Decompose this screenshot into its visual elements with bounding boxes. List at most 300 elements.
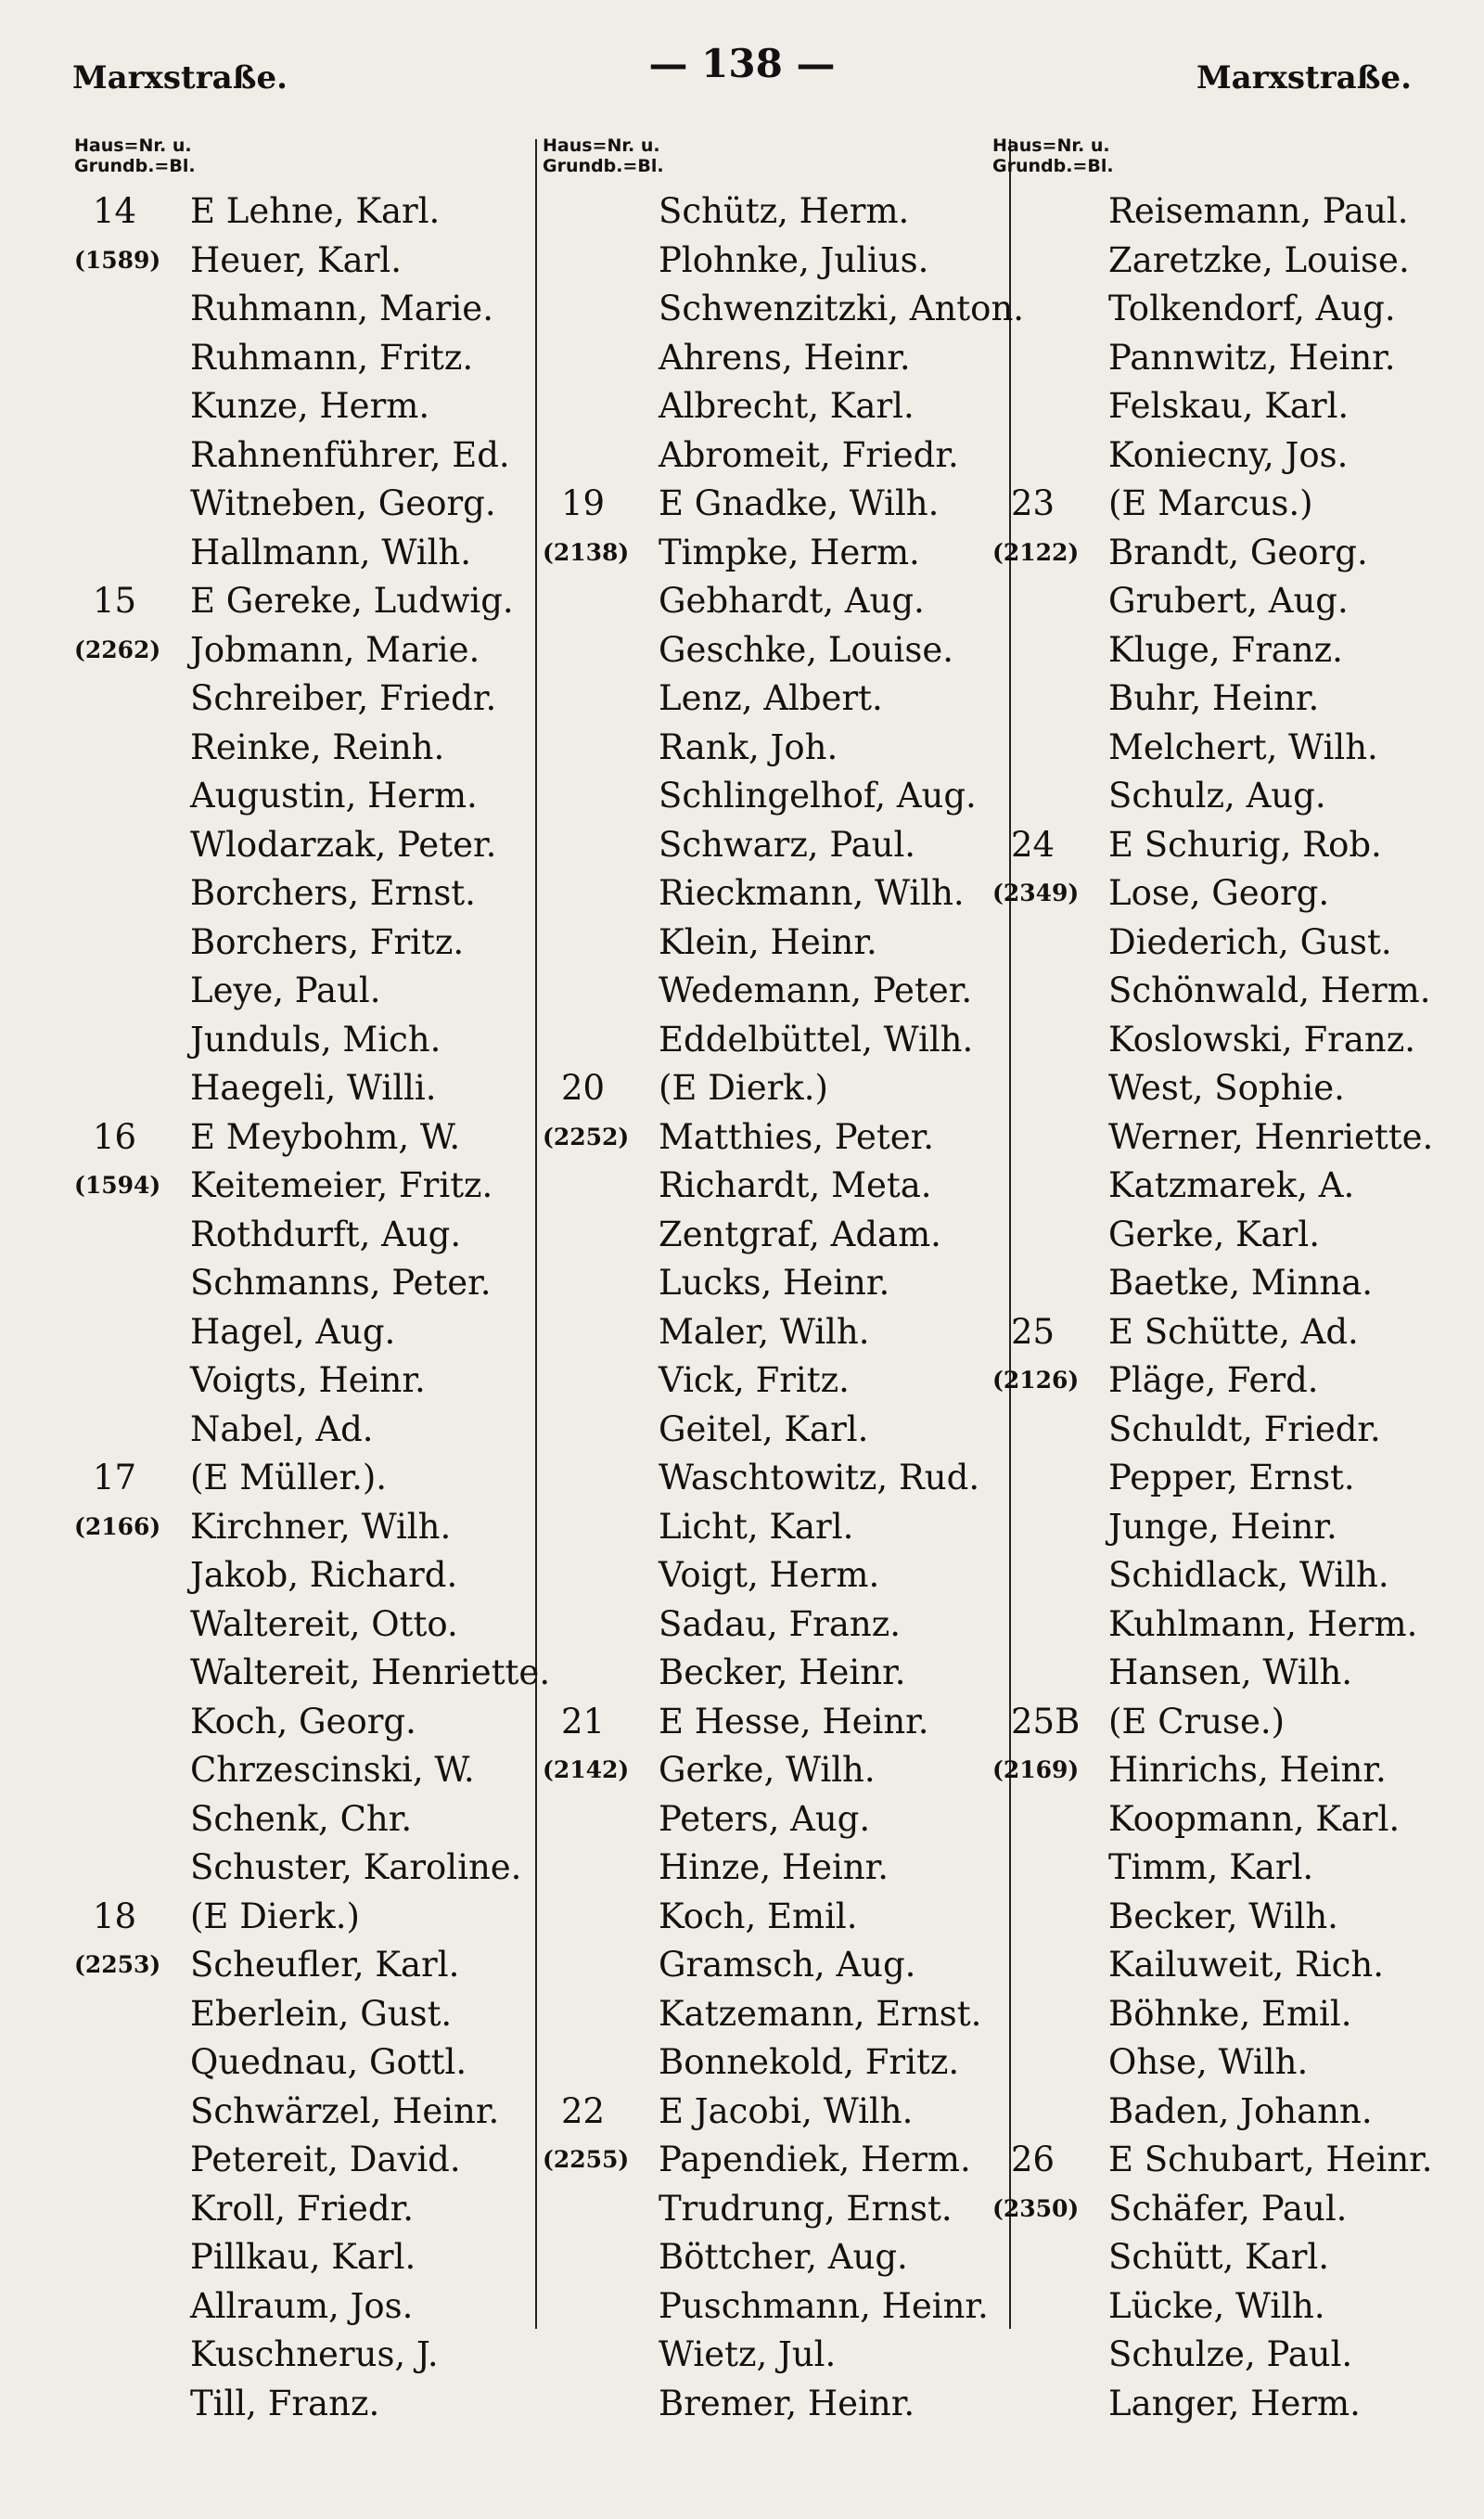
resident-name: Borchers, Ernst.: [190, 873, 476, 913]
resident-name: Puschmann, Heinr.: [659, 2285, 989, 2326]
list-item: [543, 577, 983, 626]
running-head-right: Marxstraße.: [1196, 59, 1412, 96]
list-item: [543, 1990, 983, 2039]
resident-name: Becker, Wilh.: [1108, 1896, 1338, 1936]
column-header-line1: Haus=Nr. u.: [543, 135, 660, 156]
resident-name: E Gnadke, Wilh.: [659, 483, 940, 523]
resident-name: Peters, Aug.: [659, 1798, 871, 1839]
list-item: [992, 772, 1456, 821]
list-item: [543, 1746, 983, 1795]
land-register-number: (1589): [74, 246, 161, 274]
house-number: 18: [93, 1896, 137, 1936]
column-header: [543, 135, 983, 187]
land-register-number: (1594): [74, 1172, 161, 1199]
list-item: [543, 1162, 983, 1211]
resident-name: Rahnenführer, Ed.: [190, 434, 510, 475]
list-item: [992, 1649, 1456, 1698]
resident-name: E Schubart, Heinr.: [1108, 2140, 1433, 2179]
list-item: [74, 1893, 533, 1942]
resident-name: Schreiber, Friedr.: [190, 678, 497, 718]
resident-name: Hinrichs, Heinr.: [1108, 1750, 1387, 1790]
list-item: [74, 237, 533, 286]
list-item: [543, 821, 983, 870]
resident-name: Schütz, Herm.: [659, 191, 910, 231]
resident-name: Plohnke, Julius.: [659, 239, 929, 280]
column-1: [74, 135, 551, 2428]
list-item: [74, 1406, 533, 1455]
resident-name: (E Marcus.): [1108, 483, 1313, 523]
list-item: [543, 2038, 983, 2088]
list-item: [74, 1990, 533, 2039]
list-item: [992, 1503, 1456, 1552]
list-item: [992, 2185, 1456, 2234]
resident-name: Kuschnerus, J.: [190, 2334, 439, 2374]
resident-name: Pannwitz, Heinr.: [1108, 337, 1396, 378]
list-item: [543, 431, 983, 481]
list-item: [543, 1649, 983, 1698]
list-item: [992, 187, 1456, 237]
resident-name: E Hesse, Heinr.: [659, 1701, 929, 1741]
resident-name: E Gereke, Ludwig.: [190, 581, 514, 621]
list-item: [992, 1064, 1456, 1113]
list-item: [74, 2380, 533, 2429]
resident-name: E Lehne, Karl.: [190, 191, 441, 231]
list-item: [992, 1698, 1456, 1747]
list-item: [543, 1893, 983, 1942]
list-item: [74, 2088, 533, 2137]
list-item: [543, 1356, 983, 1406]
resident-name: Schulze, Paul.: [1108, 2334, 1353, 2374]
list-item: [992, 626, 1456, 675]
land-register-number: (2142): [543, 1756, 630, 1783]
resident-name: Schönwald, Herm.: [1108, 970, 1431, 1010]
list-item: [543, 187, 983, 237]
list-item: [992, 1113, 1456, 1163]
resident-name: Schütt, Karl.: [1108, 2237, 1329, 2277]
column-2: [543, 135, 1025, 2428]
list-item: [992, 237, 1456, 286]
list-item: [543, 2380, 983, 2429]
list-item: [992, 1551, 1456, 1600]
list-item: [543, 2331, 983, 2380]
list-item: [74, 1308, 533, 1357]
list-item: [992, 1308, 1456, 1357]
list-item: [543, 1064, 983, 1113]
resident-name: Gebhardt, Aug.: [659, 581, 925, 621]
resident-name: Koopmann, Karl.: [1108, 1798, 1401, 1839]
resident-name: Waltereit, Henriette.: [190, 1652, 551, 1692]
resident-name: Langer, Herm.: [1108, 2383, 1361, 2423]
resident-name: Schmanns, Peter.: [190, 1263, 492, 1303]
list-item: [992, 1454, 1456, 1503]
resident-name: Wietz, Jul.: [659, 2334, 837, 2374]
list-item: [992, 1211, 1456, 1260]
list-item: [74, 1064, 533, 1113]
resident-name: Hinze, Heinr.: [659, 1847, 889, 1887]
list-item: [992, 2233, 1456, 2282]
resident-name: E Jacobi, Wilh.: [659, 2090, 914, 2131]
resident-name: Jobmann, Marie.: [190, 629, 480, 670]
column-header-line1: Haus=Nr. u.: [992, 135, 1110, 156]
resident-name: Gramsch, Aug.: [659, 1945, 916, 1985]
column-header: [992, 135, 1456, 187]
resident-name: Licht, Karl.: [659, 1506, 854, 1547]
resident-name: (E Dierk.): [190, 1896, 360, 1936]
resident-name: Eddelbüttel, Wilh.: [659, 1019, 974, 1060]
resident-name: Lucks, Heinr.: [659, 1263, 890, 1303]
land-register-number: (2262): [74, 636, 161, 663]
land-register-number: (2126): [992, 1367, 1080, 1394]
list-item: [543, 334, 983, 383]
list-item: [992, 577, 1456, 626]
resident-name: Melchert, Wilh.: [1108, 726, 1378, 767]
resident-name: Schäfer, Paul.: [1108, 2188, 1348, 2229]
running-head-left: Marxstraße.: [72, 59, 288, 96]
list-item: [543, 1016, 983, 1065]
land-register-number: (2253): [74, 1951, 161, 1978]
list-item: [74, 1746, 533, 1795]
list-item: [543, 1113, 983, 1163]
list-item: [992, 869, 1456, 919]
house-number: 14: [93, 191, 137, 231]
resident-name: E Meybohm, W.: [190, 1116, 461, 1157]
list-item: [74, 2038, 533, 2088]
resident-name: Lücke, Wilh.: [1108, 2285, 1325, 2326]
house-number: 20: [561, 1068, 606, 1108]
resident-name: (E Cruse.): [1108, 1701, 1286, 1741]
resident-name: Leye, Paul.: [190, 970, 381, 1010]
list-item: [74, 382, 533, 431]
resident-name: Witneben, Georg.: [190, 483, 496, 523]
list-item: [74, 1113, 533, 1163]
resident-name: Chrzescinski, W.: [190, 1750, 475, 1790]
resident-name: Schwenzitzki, Anton.: [659, 289, 1025, 328]
list-item: [74, 919, 533, 968]
list-item: [543, 2233, 983, 2282]
resident-name: Voigt, Herm.: [659, 1555, 880, 1595]
list-item: [74, 2233, 533, 2282]
resident-name: Hagel, Aug.: [190, 1311, 396, 1352]
resident-name: Buhr, Heinr.: [1108, 678, 1320, 718]
resident-name: Böttcher, Aug.: [659, 2237, 908, 2277]
list-item: [543, 1600, 983, 1650]
resident-name: Maler, Wilh.: [659, 1311, 870, 1352]
list-item: [992, 1795, 1456, 1844]
resident-name: Zentgraf, Adam.: [659, 1214, 941, 1254]
list-item: [74, 1356, 533, 1406]
resident-name: Katzmarek, A.: [1108, 1165, 1355, 1205]
land-register-number: (2350): [992, 2194, 1080, 2222]
list-item: [992, 2331, 1456, 2380]
list-item: [74, 772, 533, 821]
resident-name: Werner, Henriette.: [1108, 1116, 1434, 1157]
resident-name: Koniecny, Jos.: [1108, 434, 1349, 475]
resident-name: Lenz, Albert.: [659, 678, 883, 718]
list-item: [543, 1503, 983, 1552]
resident-name: Geschke, Louise.: [659, 629, 953, 670]
resident-name: West, Sophie.: [1108, 1068, 1345, 1108]
resident-name: Koslowski, Franz.: [1108, 1019, 1415, 1060]
entry-list: [992, 187, 1456, 2428]
resident-name: Heuer, Karl.: [190, 239, 403, 280]
list-item: [992, 529, 1456, 578]
resident-name: Richardt, Meta.: [659, 1165, 932, 1205]
resident-name: Keitemeier, Fritz.: [190, 1165, 493, 1205]
resident-name: Bremer, Heinr.: [659, 2383, 915, 2423]
list-item: [992, 2136, 1456, 2185]
list-item: [74, 431, 533, 481]
list-item: [74, 1551, 533, 1600]
list-item: [543, 2136, 983, 2185]
entry-list: [543, 187, 1025, 2428]
list-item: [74, 1259, 533, 1308]
list-item: [74, 334, 533, 383]
list-item: [992, 1259, 1456, 1308]
list-item: [992, 1746, 1456, 1795]
list-item: [543, 285, 1025, 334]
list-item: [74, 529, 533, 578]
list-item: [74, 1016, 533, 1065]
resident-name: Rieckmann, Wilh.: [659, 873, 965, 913]
resident-name: Geitel, Karl.: [659, 1408, 869, 1449]
list-item: [543, 967, 983, 1016]
resident-name: Junge, Heinr.: [1108, 1506, 1337, 1547]
list-item: [74, 1503, 533, 1552]
resident-name: Kirchner, Wilh.: [190, 1506, 452, 1547]
list-item: [74, 1795, 533, 1844]
list-item: [543, 1308, 983, 1357]
list-item: [74, 1698, 533, 1747]
resident-name: Reinke, Reinh.: [190, 726, 445, 767]
resident-name: Kuhlmann, Herm.: [1108, 1603, 1418, 1644]
land-register-number: (2166): [74, 1512, 161, 1540]
list-item: [74, 869, 533, 919]
list-item: [992, 1941, 1456, 1990]
list-item: [543, 237, 983, 286]
resident-name: Voigts, Heinr.: [190, 1360, 426, 1400]
list-item: [992, 967, 1456, 1016]
resident-name: Schlingelhof, Aug.: [659, 776, 977, 816]
resident-name: Schwärzel, Heinr.: [190, 2090, 500, 2131]
list-item: [74, 2185, 533, 2234]
resident-name: Borchers, Fritz.: [190, 921, 465, 962]
list-item: [74, 285, 533, 334]
list-item: [992, 1844, 1456, 1893]
resident-name: Schidlack, Wilh.: [1108, 1555, 1389, 1595]
resident-name: Matthies, Peter.: [659, 1116, 935, 1157]
list-item: [543, 1844, 983, 1893]
resident-name: Pläge, Ferd.: [1108, 1360, 1319, 1400]
list-item: [992, 382, 1456, 431]
list-item: [74, 821, 533, 870]
resident-name: Trudrung, Ernst.: [659, 2188, 953, 2229]
house-number: 22: [561, 2090, 606, 2131]
resident-name: Vick, Fritz.: [659, 1360, 850, 1400]
resident-name: Katzemann, Ernst.: [659, 1993, 982, 2034]
list-item: [992, 334, 1456, 383]
column-header-line1: Haus=Nr. u.: [74, 135, 192, 156]
column-header-line2: Grundb.=Bl.: [74, 156, 196, 176]
resident-name: Quednau, Gottl.: [190, 2042, 467, 2082]
land-register-number: (2122): [992, 538, 1080, 566]
resident-name: Koch, Georg.: [190, 1701, 416, 1741]
list-item: [74, 1454, 533, 1503]
list-item: [992, 2038, 1456, 2088]
resident-name: Waltereit, Otto.: [190, 1603, 458, 1644]
column-header-line2: Grundb.=Bl.: [543, 156, 664, 176]
page-number: — 138 —: [648, 41, 836, 86]
resident-name: Kroll, Friedr.: [190, 2188, 414, 2229]
resident-name: Schenk, Chr.: [190, 1798, 413, 1839]
list-item: [543, 529, 983, 578]
resident-name: Zaretzke, Louise.: [1108, 239, 1410, 280]
list-item: [74, 1844, 533, 1893]
resident-name: Papendiek, Herm.: [659, 2140, 971, 2179]
resident-name: Bonnekold, Fritz.: [659, 2042, 960, 2082]
list-item: [74, 1941, 533, 1990]
resident-name: Abromeit, Friedr.: [659, 434, 959, 475]
resident-name: E Schütte, Ad.: [1108, 1311, 1359, 1352]
list-item: [74, 1162, 533, 1211]
resident-name: Gerke, Wilh.: [659, 1750, 876, 1790]
list-item: [543, 1454, 983, 1503]
list-item: [74, 2331, 533, 2380]
list-item: [74, 2136, 533, 2185]
list-item: [74, 1211, 533, 1260]
resident-name: Kunze, Herm.: [190, 386, 430, 426]
list-item: [543, 1406, 983, 1455]
list-item: [992, 431, 1456, 481]
resident-name: Wedemann, Peter.: [659, 970, 973, 1010]
list-item: [992, 480, 1456, 529]
resident-name: Augustin, Herm.: [190, 776, 478, 816]
list-item: [74, 480, 533, 529]
resident-name: Koch, Emil.: [659, 1896, 858, 1936]
list-item: [992, 1016, 1456, 1065]
house-number: 24: [1011, 824, 1055, 865]
resident-name: Eberlein, Gust.: [190, 1993, 453, 2034]
resident-name: Becker, Heinr.: [659, 1652, 906, 1692]
house-number: 16: [93, 1116, 137, 1157]
list-item: [992, 675, 1456, 724]
resident-name: Kluge, Franz.: [1108, 629, 1343, 670]
resident-name: Hallmann, Wilh.: [190, 532, 471, 572]
land-register-number: (2169): [992, 1756, 1080, 1783]
resident-name: Klein, Heinr.: [659, 921, 877, 962]
list-item: [992, 1356, 1456, 1406]
list-item: [74, 577, 533, 626]
resident-name: Böhnke, Emil.: [1108, 1993, 1352, 2034]
resident-name: (E Dierk.): [659, 1068, 828, 1108]
house-number: 21: [561, 1701, 606, 1741]
resident-name: Reisemann, Paul.: [1108, 191, 1409, 231]
land-register-number: (2252): [543, 1123, 630, 1150]
resident-name: Schwarz, Paul.: [659, 824, 916, 865]
house-number: 25B: [1011, 1701, 1081, 1741]
column-header: [74, 135, 533, 187]
list-item: [74, 724, 533, 773]
resident-name: Junduls, Mich.: [190, 1019, 441, 1060]
list-item: [543, 2185, 983, 2234]
resident-name: Schuldt, Friedr.: [1108, 1408, 1381, 1449]
column-divider: [535, 139, 537, 2329]
resident-name: Allraum, Jos.: [190, 2285, 414, 2326]
resident-name: Pillkau, Karl.: [190, 2237, 416, 2277]
resident-name: Ruhmann, Marie.: [190, 289, 493, 328]
list-item: [543, 869, 983, 919]
list-item: [74, 1600, 533, 1650]
list-item: [992, 2088, 1456, 2137]
house-number: 23: [1011, 483, 1055, 523]
resident-name: Rothdurft, Aug.: [190, 1214, 462, 1254]
list-item: [992, 2380, 1456, 2429]
list-item: [543, 1259, 983, 1308]
list-item: [543, 724, 983, 773]
resident-name: Grubert, Aug.: [1108, 581, 1349, 621]
list-item: [543, 2282, 989, 2332]
resident-name: Timpke, Herm.: [659, 532, 920, 572]
list-item: [992, 1990, 1456, 2039]
resident-name: Nabel, Ad.: [190, 1408, 374, 1449]
resident-name: Felskau, Karl.: [1108, 386, 1350, 426]
resident-name: Lose, Georg.: [1108, 873, 1330, 913]
list-item: [992, 821, 1456, 870]
list-item: [543, 1941, 983, 1990]
house-number: 15: [93, 581, 137, 621]
resident-name: Schuster, Karoline.: [190, 1847, 522, 1887]
resident-name: Scheufler, Karl.: [190, 1945, 460, 1985]
list-item: [74, 675, 533, 724]
list-item: [74, 967, 533, 1016]
house-number: 26: [1011, 2140, 1055, 2179]
resident-name: Albrecht, Karl.: [659, 386, 915, 426]
resident-name: Gerke, Karl.: [1108, 1214, 1320, 1254]
list-item: [543, 480, 983, 529]
list-item: [74, 2282, 533, 2332]
list-item: [543, 382, 983, 431]
list-item: [992, 285, 1456, 334]
resident-name: Waschtowitz, Rud.: [659, 1458, 980, 1497]
entry-list: [74, 187, 551, 2428]
resident-name: Wlodarzak, Peter.: [190, 824, 497, 865]
list-item: [543, 1795, 983, 1844]
resident-name: Baetke, Minna.: [1108, 1263, 1374, 1303]
resident-name: Till, Franz.: [190, 2383, 380, 2423]
resident-name: Tolkendorf, Aug.: [1108, 289, 1396, 328]
list-item: [992, 919, 1456, 968]
resident-name: Ahrens, Heinr.: [659, 337, 911, 378]
list-item: [543, 1211, 983, 1260]
resident-name: Pepper, Ernst.: [1108, 1458, 1355, 1497]
list-item: [543, 1551, 983, 1600]
resident-name: Schulz, Aug.: [1108, 776, 1326, 816]
house-number: 19: [561, 483, 606, 523]
list-item: [543, 675, 983, 724]
list-item: [543, 919, 983, 968]
land-register-number: (2349): [992, 880, 1080, 906]
list-item: [543, 626, 983, 675]
list-item: [543, 2088, 983, 2137]
resident-name: Petereit, David.: [190, 2140, 461, 2179]
resident-name: Hansen, Wilh.: [1108, 1652, 1353, 1692]
resident-name: Brandt, Georg.: [1108, 532, 1368, 572]
house-number: 17: [93, 1458, 137, 1497]
list-item: [992, 724, 1456, 773]
resident-name: Kailuweit, Rich.: [1108, 1945, 1384, 1985]
land-register-number: (2255): [543, 2146, 630, 2173]
list-item: [992, 2282, 1456, 2332]
list-item: [543, 1698, 983, 1747]
